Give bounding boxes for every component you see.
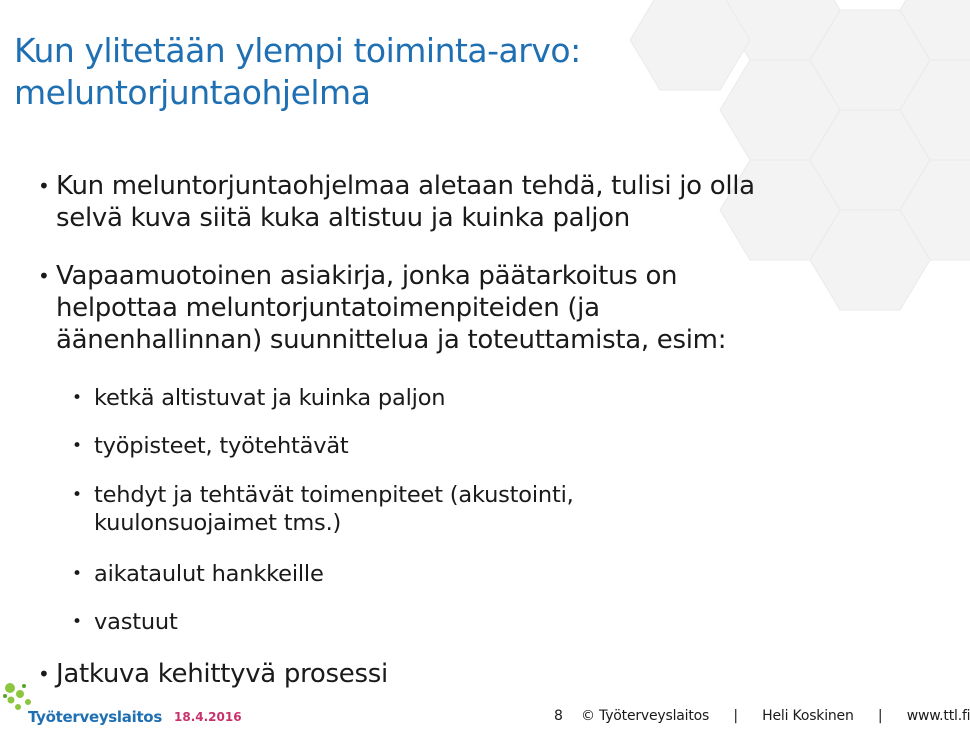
author-name: Heli Koskinen	[762, 708, 854, 724]
logo-text: Työterveyslaitos	[28, 708, 162, 726]
sub-bullet-dot-icon: •	[72, 388, 82, 408]
bullet-line: äänenhallinnan) suunnittelua ja toteuttamista, esim:	[56, 325, 727, 355]
bullet-line: selvä kuva siitä kuka altistuu ja kuinka paljon	[56, 203, 630, 233]
footer-date: 18.4.2016	[174, 710, 242, 724]
sub-bullet-line: kuulonsuojaimet tms.)	[94, 510, 342, 536]
footer-separator: |	[877, 708, 883, 724]
bullet-item	[38, 260, 898, 356]
sub-bullet-item	[72, 384, 872, 412]
sub-bullet-item	[72, 560, 872, 588]
bullet-item	[38, 170, 898, 234]
sub-bullet-item	[72, 608, 872, 636]
bullet-line: Vapaamuotoinen asiakirja, jonka päätarkoitus on	[56, 261, 678, 291]
sub-bullet-line: työpisteet, työtehtävät	[94, 433, 349, 459]
sub-bullet-dot-icon: •	[72, 612, 82, 632]
bullet-dot-icon: •	[38, 662, 50, 686]
sub-bullet-dot-icon: •	[72, 436, 82, 456]
bullet-dot-icon: •	[38, 264, 50, 288]
sub-bullet-dot-icon: •	[72, 485, 82, 505]
sub-bullet-line: tehdyt ja tehtävät toimenpiteet (akustointi,	[94, 482, 574, 508]
slide-footer	[0, 676, 970, 729]
slide-title-line-1: Kun ylitetään ylempi toiminta-arvo:	[14, 31, 581, 70]
copyright-text: © Työterveyslaitos	[580, 708, 710, 724]
bullet-line: Jatkuva kehittyvä prosessi	[56, 659, 388, 689]
sub-bullet-line: aikataulut hankkeille	[94, 561, 324, 587]
website-link[interactable]: www.ttl.fi	[906, 708, 970, 724]
bullet-line: helpottaa meluntorjuntatoimenpiteiden (ja	[56, 293, 600, 323]
sub-bullet-dot-icon: •	[72, 564, 82, 584]
sub-bullet-line: ketkä altistuvat ja kuinka paljon	[94, 385, 446, 411]
slide-title-line-2: meluntorjuntaohjelma	[14, 73, 371, 112]
footer-separator: |	[733, 708, 738, 724]
sub-bullet-line: vastuut	[94, 609, 178, 635]
sub-bullet-item	[72, 432, 872, 460]
bullet-line: Kun meluntorjuntaohjelmaa aletaan tehdä, tulisi jo olla	[56, 171, 755, 201]
page-number: 8	[554, 708, 563, 724]
bullet-dot-icon: •	[38, 174, 50, 198]
sub-bullet-item	[72, 481, 872, 537]
footer-info	[554, 708, 970, 724]
